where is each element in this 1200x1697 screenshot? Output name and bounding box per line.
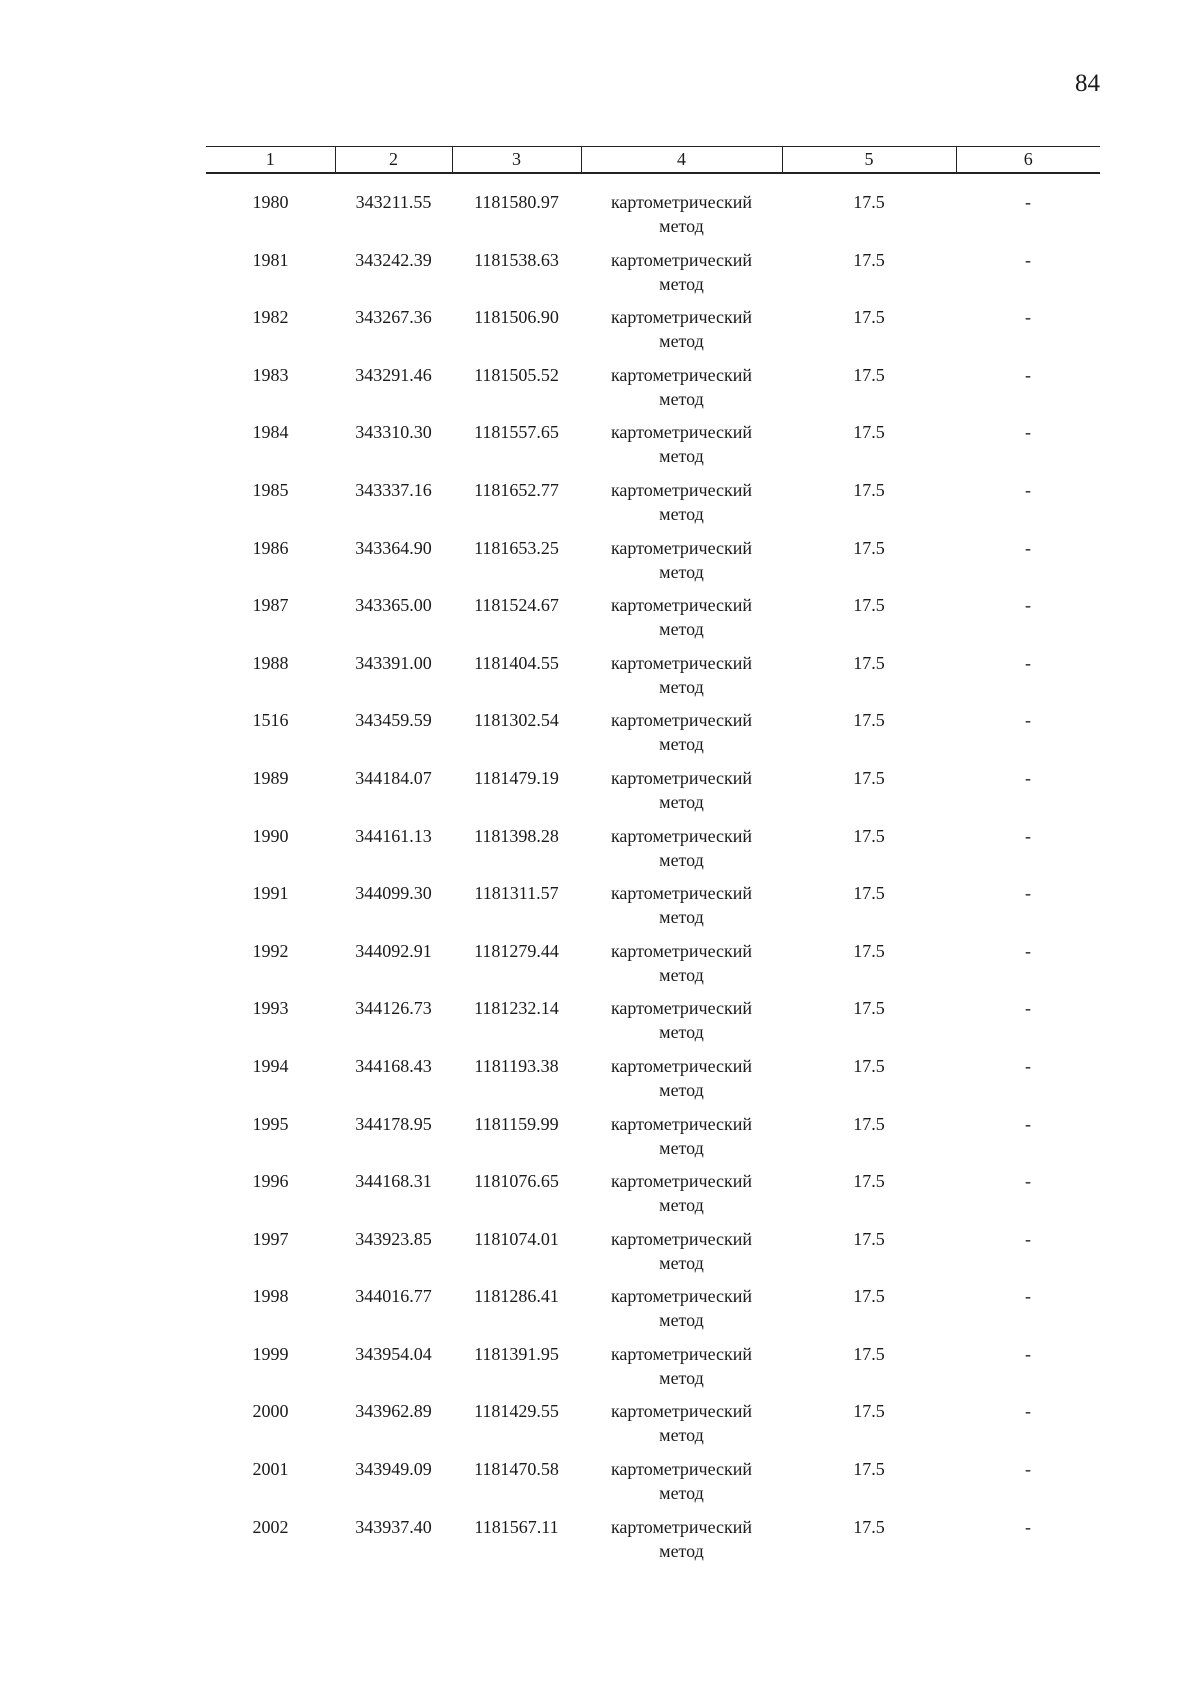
description-cell: - — [1025, 1286, 1031, 1307]
table-body — [206, 173, 1100, 1572]
x-coordinate-cell: 344184.07 — [355, 767, 432, 788]
table-row — [206, 1054, 1100, 1112]
description-cell: - — [1025, 1343, 1031, 1364]
table-row — [206, 996, 1100, 1054]
method-line-1: картометрический — [610, 479, 753, 500]
accuracy-cell: 17.5 — [853, 192, 885, 212]
method-cell — [581, 708, 782, 766]
method-line-1: картометрический — [610, 537, 753, 558]
point-number-cell: 1991 — [252, 883, 289, 904]
table-header — [206, 147, 1100, 174]
method-line-2: метод — [659, 273, 704, 294]
table-row — [206, 363, 1100, 421]
coordinates-table-container — [206, 146, 1100, 1572]
y-coordinate-cell: 1181557.65 — [474, 422, 559, 443]
method-line-2: метод — [659, 1137, 704, 1158]
y-coordinate-cell: 1181524.67 — [474, 595, 559, 616]
method-cell — [581, 593, 782, 651]
accuracy-cell: 17.5 — [853, 1171, 885, 1192]
description-cell: - — [1025, 364, 1031, 385]
point-number-cell: 1516 — [252, 710, 289, 731]
y-coordinate-cell: 1181232.14 — [474, 998, 559, 1019]
method-line-1: картометрический — [610, 364, 753, 385]
header-col-3: 3 — [452, 147, 581, 174]
table-row — [206, 1169, 1100, 1227]
point-number-cell: 1999 — [252, 1343, 289, 1364]
accuracy-cell: 17.5 — [853, 595, 885, 616]
method-line-2: метод — [659, 619, 704, 640]
method-line-2: метод — [659, 907, 704, 928]
x-coordinate-cell: 343954.04 — [355, 1343, 432, 1364]
accuracy-cell: 17.5 — [853, 537, 885, 558]
method-line-2: метод — [659, 1367, 704, 1388]
x-coordinate-cell: 344126.73 — [355, 998, 432, 1019]
y-coordinate-cell: 1181652.77 — [474, 479, 559, 500]
method-line-2: метод — [659, 331, 704, 352]
table-row — [206, 881, 1100, 939]
method-line-2: метод — [659, 791, 704, 812]
method-line-2: метод — [659, 964, 704, 985]
accuracy-cell: 17.5 — [853, 364, 885, 385]
method-line-1: картометрический — [610, 940, 753, 961]
y-coordinate-cell: 1181653.25 — [474, 537, 559, 558]
accuracy-cell: 17.5 — [853, 249, 885, 270]
table-row — [206, 708, 1100, 766]
table-row — [206, 536, 1100, 594]
description-cell: - — [1025, 1055, 1031, 1076]
method-line-1: картометрический — [610, 652, 753, 673]
header-col-1: 1 — [206, 147, 335, 174]
method-line-2: метод — [659, 1483, 704, 1504]
description-cell: - — [1025, 1516, 1031, 1537]
x-coordinate-cell: 344168.31 — [355, 1171, 432, 1192]
point-number-cell: 1998 — [252, 1286, 289, 1307]
point-number-cell: 2002 — [252, 1516, 289, 1537]
method-cell — [581, 651, 782, 709]
header-col-2: 2 — [335, 147, 452, 174]
y-coordinate-cell: 1181159.99 — [474, 1113, 559, 1134]
description-cell: - — [1025, 1171, 1031, 1192]
description-cell: - — [1025, 1459, 1031, 1480]
method-cell — [581, 420, 782, 478]
point-number-cell: 1989 — [252, 767, 289, 788]
point-number-cell: 1992 — [252, 940, 289, 961]
method-line-2: метод — [659, 734, 704, 755]
method-cell — [581, 939, 782, 997]
x-coordinate-cell: 344016.77 — [355, 1286, 432, 1307]
table-row — [206, 1457, 1100, 1515]
method-cell — [581, 1112, 782, 1170]
point-number-cell: 1982 — [252, 307, 289, 328]
point-number-cell: 1986 — [252, 537, 289, 558]
method-cell — [581, 1342, 782, 1400]
x-coordinate-cell: 344099.30 — [355, 883, 432, 904]
point-number-cell: 2001 — [252, 1459, 289, 1480]
method-cell — [581, 1399, 782, 1457]
point-number-cell: 1985 — [252, 479, 289, 500]
accuracy-cell: 17.5 — [853, 883, 885, 904]
description-cell: - — [1025, 998, 1031, 1019]
method-line-2: метод — [659, 676, 704, 697]
method-line-2: метод — [659, 446, 704, 467]
x-coordinate-cell: 343365.00 — [355, 595, 432, 616]
x-coordinate-cell: 343364.90 — [355, 537, 432, 558]
accuracy-cell: 17.5 — [853, 1459, 885, 1480]
description-cell: - — [1025, 710, 1031, 731]
method-line-2: метод — [659, 561, 704, 582]
method-cell — [581, 305, 782, 363]
accuracy-cell: 17.5 — [853, 940, 885, 961]
accuracy-cell: 17.5 — [853, 1343, 885, 1364]
description-cell: - — [1025, 537, 1031, 558]
method-line-1: картометрический — [610, 1401, 753, 1422]
x-coordinate-cell: 343310.30 — [355, 422, 432, 443]
accuracy-cell: 17.5 — [853, 825, 885, 846]
table-row — [206, 1399, 1100, 1457]
method-cell — [581, 824, 782, 882]
description-cell: - — [1025, 1228, 1031, 1249]
x-coordinate-cell: 343459.59 — [355, 710, 432, 731]
method-line-1: картометрический — [610, 998, 753, 1019]
y-coordinate-cell: 1181567.11 — [474, 1516, 559, 1537]
y-coordinate-cell: 1181429.55 — [474, 1401, 559, 1422]
x-coordinate-cell: 344178.95 — [355, 1113, 432, 1134]
x-coordinate-cell: 343337.16 — [355, 479, 432, 500]
x-coordinate-cell: 343291.46 — [355, 364, 432, 385]
description-cell: - — [1025, 883, 1031, 904]
table-row — [206, 1284, 1100, 1342]
description-cell: - — [1025, 192, 1031, 212]
y-coordinate-cell: 1181074.01 — [474, 1228, 559, 1249]
method-cell — [581, 363, 782, 421]
x-coordinate-cell: 343391.00 — [355, 652, 432, 673]
y-coordinate-cell: 1181286.41 — [474, 1286, 559, 1307]
table-row — [206, 173, 1100, 248]
table-row — [206, 939, 1100, 997]
y-coordinate-cell: 1181193.38 — [474, 1055, 559, 1076]
method-line-1: картометрический — [610, 1459, 753, 1480]
coordinates-table — [206, 146, 1100, 1572]
point-number-cell: 1997 — [252, 1228, 289, 1249]
method-line-2: метод — [659, 503, 704, 524]
method-cell — [581, 996, 782, 1054]
description-cell: - — [1025, 479, 1031, 500]
y-coordinate-cell: 1181076.65 — [474, 1171, 559, 1192]
method-cell — [581, 248, 782, 306]
method-cell — [581, 1457, 782, 1515]
method-line-1: картометрический — [610, 710, 753, 731]
description-cell: - — [1025, 825, 1031, 846]
accuracy-cell: 17.5 — [853, 1286, 885, 1307]
y-coordinate-cell: 1181580.97 — [474, 192, 559, 212]
description-cell: - — [1025, 1401, 1031, 1422]
table-row — [206, 766, 1100, 824]
accuracy-cell: 17.5 — [853, 1401, 885, 1422]
method-cell — [581, 881, 782, 939]
method-line-2: метод — [659, 388, 704, 409]
description-cell: - — [1025, 422, 1031, 443]
x-coordinate-cell: 344092.91 — [355, 940, 432, 961]
point-number-cell: 1983 — [252, 364, 289, 385]
method-line-1: картометрический — [610, 1171, 753, 1192]
table-row — [206, 1342, 1100, 1400]
accuracy-cell: 17.5 — [853, 710, 885, 731]
y-coordinate-cell: 1181398.28 — [474, 825, 559, 846]
accuracy-cell: 17.5 — [853, 1516, 885, 1537]
point-number-cell: 1987 — [252, 595, 289, 616]
method-line-2: метод — [659, 216, 704, 236]
method-cell — [581, 173, 782, 248]
table-row — [206, 651, 1100, 709]
y-coordinate-cell: 1181538.63 — [474, 249, 559, 270]
accuracy-cell: 17.5 — [853, 998, 885, 1019]
point-number-cell: 1994 — [252, 1055, 289, 1076]
header-col-5: 5 — [782, 147, 956, 174]
method-cell — [581, 766, 782, 824]
header-col-4: 4 — [581, 147, 782, 174]
point-number-cell: 1996 — [252, 1171, 289, 1192]
description-cell: - — [1025, 1113, 1031, 1134]
method-line-1: картометрический — [610, 1055, 753, 1076]
accuracy-cell: 17.5 — [853, 1228, 885, 1249]
method-line-1: картометрический — [610, 767, 753, 788]
method-line-1: картометрический — [610, 422, 753, 443]
x-coordinate-cell: 343949.09 — [355, 1459, 432, 1480]
method-line-2: метод — [659, 1540, 704, 1561]
y-coordinate-cell: 1181506.90 — [474, 307, 559, 328]
accuracy-cell: 17.5 — [853, 1055, 885, 1076]
description-cell: - — [1025, 249, 1031, 270]
point-number-cell: 1990 — [252, 825, 289, 846]
method-cell — [581, 478, 782, 536]
accuracy-cell: 17.5 — [853, 479, 885, 500]
y-coordinate-cell: 1181302.54 — [474, 710, 559, 731]
point-number-cell: 2000 — [252, 1401, 289, 1422]
table-row — [206, 420, 1100, 478]
method-line-2: метод — [659, 849, 704, 870]
point-number-cell: 1995 — [252, 1113, 289, 1134]
point-number-cell: 1980 — [252, 192, 289, 212]
point-number-cell: 1993 — [252, 998, 289, 1019]
y-coordinate-cell: 1181470.58 — [474, 1459, 559, 1480]
accuracy-cell: 17.5 — [853, 307, 885, 328]
description-cell: - — [1025, 940, 1031, 961]
header-row — [206, 147, 1100, 174]
method-cell — [581, 1054, 782, 1112]
method-line-1: картометрический — [610, 1516, 753, 1537]
header-col-6: 6 — [956, 147, 1100, 174]
x-coordinate-cell: 343962.89 — [355, 1401, 432, 1422]
method-line-2: метод — [659, 1310, 704, 1331]
point-number-cell: 1984 — [252, 422, 289, 443]
method-cell — [581, 1515, 782, 1573]
x-coordinate-cell: 343923.85 — [355, 1228, 432, 1249]
method-line-1: картометрический — [610, 1286, 753, 1307]
method-line-1: картометрический — [610, 825, 753, 846]
method-cell — [581, 1284, 782, 1342]
point-number-cell: 1988 — [252, 652, 289, 673]
description-cell: - — [1025, 767, 1031, 788]
table-row — [206, 478, 1100, 536]
method-line-1: картометрический — [610, 1228, 753, 1249]
table-row — [206, 1515, 1100, 1573]
x-coordinate-cell: 344168.43 — [355, 1055, 432, 1076]
x-coordinate-cell: 343267.36 — [355, 307, 432, 328]
method-line-1: картометрический — [610, 1113, 753, 1134]
y-coordinate-cell: 1181479.19 — [474, 767, 559, 788]
method-line-1: картометрический — [610, 192, 753, 212]
method-line-1: картометрический — [610, 595, 753, 616]
method-cell — [581, 536, 782, 594]
table-row — [206, 248, 1100, 306]
x-coordinate-cell: 343937.40 — [355, 1516, 432, 1537]
y-coordinate-cell: 1181404.55 — [474, 652, 559, 673]
accuracy-cell: 17.5 — [853, 422, 885, 443]
method-line-2: метод — [659, 1425, 704, 1446]
method-line-1: картометрический — [610, 307, 753, 328]
y-coordinate-cell: 1181311.57 — [474, 883, 559, 904]
description-cell: - — [1025, 595, 1031, 616]
table-row — [206, 824, 1100, 882]
page-number: 84 — [1075, 70, 1100, 97]
method-line-2: метод — [659, 1252, 704, 1273]
table-row — [206, 305, 1100, 363]
method-cell — [581, 1169, 782, 1227]
y-coordinate-cell: 1181505.52 — [474, 364, 559, 385]
y-coordinate-cell: 1181279.44 — [474, 940, 559, 961]
method-line-2: метод — [659, 1079, 704, 1100]
accuracy-cell: 17.5 — [853, 767, 885, 788]
method-line-1: картометрический — [610, 249, 753, 270]
y-coordinate-cell: 1181391.95 — [474, 1343, 559, 1364]
description-cell: - — [1025, 652, 1031, 673]
x-coordinate-cell: 343242.39 — [355, 249, 432, 270]
description-cell: - — [1025, 307, 1031, 328]
method-line-1: картометрический — [610, 883, 753, 904]
accuracy-cell: 17.5 — [853, 1113, 885, 1134]
table-row — [206, 1227, 1100, 1285]
table-row — [206, 1112, 1100, 1170]
method-line-2: метод — [659, 1195, 704, 1216]
method-line-1: картометрический — [610, 1343, 753, 1364]
x-coordinate-cell: 344161.13 — [355, 825, 432, 846]
x-coordinate-cell: 343211.55 — [355, 192, 432, 212]
method-cell — [581, 1227, 782, 1285]
accuracy-cell: 17.5 — [853, 652, 885, 673]
method-line-2: метод — [659, 1022, 704, 1043]
point-number-cell: 1981 — [252, 249, 289, 270]
table-row — [206, 593, 1100, 651]
